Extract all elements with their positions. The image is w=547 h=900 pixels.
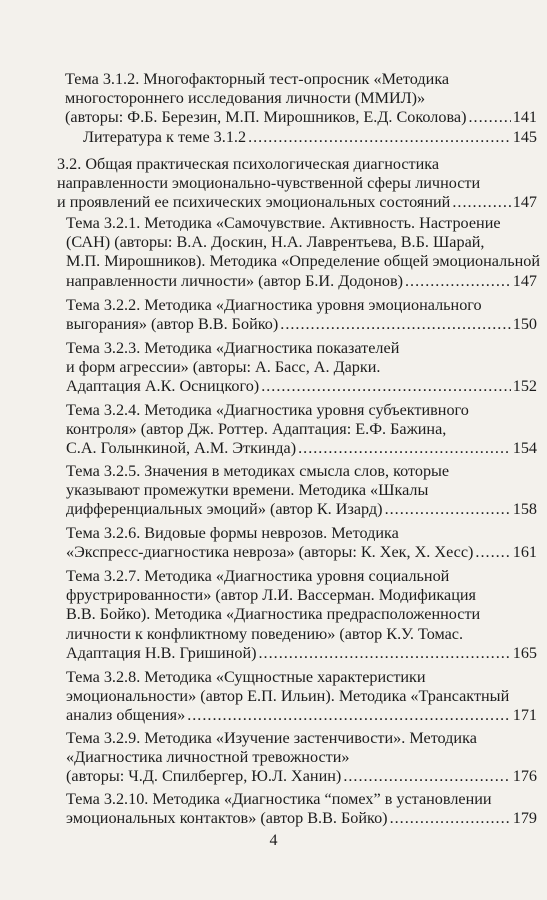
toc-entry: [66, 524, 537, 562]
toc-entry: [66, 729, 537, 787]
toc-entry: [66, 296, 537, 334]
dot-leader: [280, 315, 510, 334]
toc-entry-line: Тема 3.2.2. Методика «Диагностика уровня эмоционального: [66, 296, 482, 314]
toc-entry-line: (авторы: Ф.Б. Березин, М.П. Мирошников, Е.Д. Соколова): [65, 108, 467, 127]
dot-leader: [385, 500, 511, 519]
dot-leader: [187, 706, 511, 725]
toc-page-number: 154: [512, 439, 537, 458]
toc-entry-line: Тема 3.2.7. Методика «Диагностика уровня социальной: [66, 567, 450, 585]
page-number: 4: [269, 832, 278, 849]
toc-entry-line: Тема 3.2.10. Методика «Диагностика “помех” в установлении: [66, 790, 492, 808]
toc-page-number: 152: [512, 377, 537, 396]
toc-entry-line: 3.2. Общая практическая психологическая диагностика: [57, 155, 440, 173]
toc-page-number: 171: [512, 706, 537, 725]
dot-leader: [261, 377, 511, 396]
toc-page-number: 179: [512, 809, 537, 828]
toc-entry-line: (САН) (авторы: В.А. Доскин, Н.А. Лаврентьева, В.Б. Шарай,: [66, 233, 485, 252]
toc-entry: [66, 401, 537, 459]
toc-entry-line: (авторы: Ч.Д. Спилбергер, Ю.Л. Ханин): [66, 767, 342, 786]
toc-entry-line: выгорания» (автор В.В. Бойко): [66, 315, 279, 334]
toc-entry-line: анализ общения»: [66, 706, 186, 725]
dot-leader: [248, 128, 511, 147]
toc-entry-line: контроля» (автор Дж. Роттер. Адаптация: Е.Ф. Бажина,: [66, 420, 447, 439]
toc-entry-line: и форм агрессии» (авторы: А. Басс, А. Дарки.: [66, 358, 381, 377]
toc-entry-line: многостороннего исследования личности (ММИЛ)»: [65, 89, 426, 108]
toc-entry-line: указывают промежутки времени. Методика «Шкалы: [66, 481, 429, 500]
toc-entry-line: Тема 3.2.3. Методика «Диагностика показателей: [66, 339, 400, 357]
toc-entry: [66, 339, 537, 397]
toc-entry: [66, 790, 537, 828]
toc-page-number: 165: [512, 643, 537, 662]
dot-leader: [343, 767, 510, 786]
toc-entry-line: Тема 3.2.4. Методика «Диагностика уровня субъективного: [66, 401, 469, 419]
toc-entry-line: Литература к теме 3.1.2: [83, 128, 247, 146]
toc-page-number: 150: [512, 315, 537, 334]
dot-leader: [390, 809, 511, 828]
toc-entry: [66, 214, 540, 291]
toc-entry-line: Тема 3.2.5. Значения в методиках смысла слов, которые: [66, 462, 450, 480]
toc-entry-line: «Экспресс-диагностика невроза» (авторы: К. Хек, Х. Хесс): [66, 543, 474, 562]
toc-entry-line: направленности личности» (автор Б.И. Додонов): [66, 271, 403, 290]
toc-entry-line: С.А. Голынкиной, А.М. Эткинда): [66, 439, 297, 458]
toc-page-number: 147: [512, 193, 537, 212]
toc-entry-line: дифференциальных эмоций» (автор К. Изард): [66, 500, 383, 519]
dot-leader: [259, 644, 511, 663]
toc-entry: [66, 668, 537, 726]
toc-page-number: 145: [512, 128, 537, 146]
toc-entry: [66, 462, 537, 520]
dot-leader: [475, 543, 510, 562]
dot-leader: [452, 193, 510, 212]
toc-entry-line: М.П. Мирошников). Методика «Определение общей эмоциональной: [66, 252, 540, 271]
toc-entry: [57, 155, 537, 213]
toc-entry-line: «Диагностика личностной тревожности»: [66, 748, 350, 767]
toc-entry: [83, 128, 537, 147]
toc-entry-line: и проявлений ее психических эмоциональных состояний: [57, 193, 451, 212]
toc-entry: [66, 567, 537, 663]
dot-leader: [298, 439, 511, 458]
toc-entry-line: фрустрированности» (автор Л.И. Вассерман. Модификация: [66, 586, 476, 605]
dot-leader: [468, 108, 510, 127]
toc-page-number: 141: [512, 108, 537, 127]
toc-page-number: 158: [512, 500, 537, 519]
toc-entry-line: личности к конфликтному поведению» (автор К.У. Томас.: [66, 624, 464, 643]
toc-entry-line: эмоциональных контактов» (автор В.В. Бойко): [66, 809, 388, 828]
toc-page-number: 147: [512, 271, 537, 290]
toc-page-number: 161: [512, 543, 537, 562]
toc-page-number: 176: [512, 767, 537, 786]
toc-entry-line: Тема 3.2.6. Видовые формы неврозов. Методика: [66, 524, 399, 542]
toc-entry-line: Тема 3.2.8. Методика «Сущностные характеристики: [66, 668, 426, 686]
toc-entry: [65, 70, 537, 128]
toc-entry-line: В.В. Бойко). Методика «Диагностика предрасположенности: [66, 605, 481, 624]
toc-entry-line: Адаптация Н.В. Гришиной): [66, 643, 257, 662]
toc-entry-line: направленности эмоционально-чувственной сферы личности: [57, 174, 481, 193]
toc-entry-line: Адаптация А.К. Осницкого): [66, 377, 260, 396]
toc-entry-line: эмоциональности» (автор Е.П. Ильин). Методика «Трансактный: [66, 687, 510, 706]
dot-leader: [405, 272, 511, 291]
toc-entry-line: Тема 3.2.9. Методика «Изучение застенчивости». Методика: [66, 729, 477, 747]
toc-entry-line: Тема 3.1.2. Многофакторный тест-опросник «Методика: [65, 70, 450, 88]
toc-entry-line: Тема 3.2.1. Методика «Самочувствие. Активность. Настроение: [66, 214, 501, 232]
